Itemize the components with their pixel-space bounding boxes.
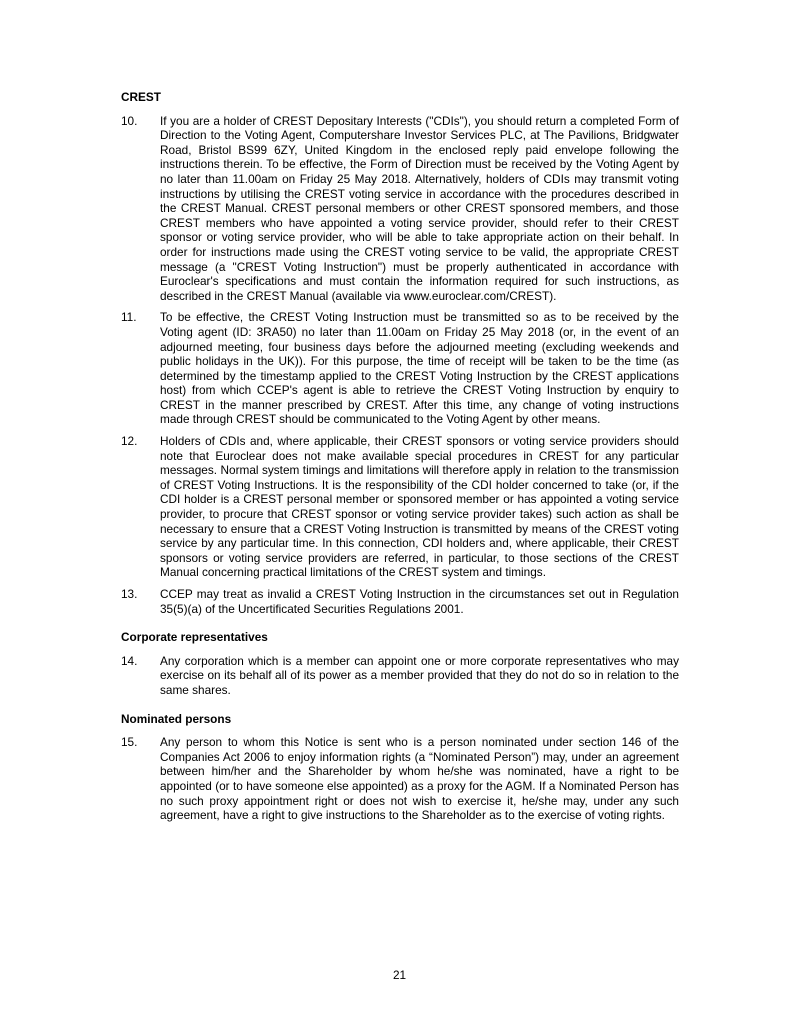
paragraph-number: 14. (121, 653, 138, 668)
page-number: 21 (392, 968, 407, 982)
section-heading-nominated-persons: Nominated persons (121, 711, 232, 726)
paragraph-text: Holders of CDIs and, where applicable, their CREST sponsors or voting service providers should note that Euroclear does not make available special procedures in CREST for any particular messages. Normal system timings and limitations will therefore apply in relation to the transmission of CREST Voting Instructions. It is the responsibility of the CDI holder concerned to take (or, if the CDI holder is a CREST personal member or sponsored member or has appointed a voting service provider, to procure that CREST sponsor or voting service provider takes) such action as shall be necessary to ensure that a CREST Voting Instruction is transmitted by means of the CREST voting service by any particular time. In this connection, CDI holders and, where applicable, their CREST sponsors or voting service providers are referred, in particular, to those sections of the CREST Manual concerning practical limitations of the CREST system and timings. (160, 434, 679, 580)
paragraph-number: 12. (121, 434, 138, 449)
paragraph-number: 13. (121, 587, 138, 601)
numbered-paragraph (121, 434, 679, 580)
paragraph-number: 15. (121, 735, 138, 750)
document-content (121, 90, 679, 830)
section-crest (121, 90, 679, 616)
numbered-paragraph (121, 587, 679, 616)
numbered-paragraph (121, 654, 679, 698)
section-corporate-representatives (121, 630, 679, 697)
numbered-paragraph (121, 735, 679, 823)
paragraph-text: Any person to whom this Notice is sent who is a person nominated under section 146 of the Companies Act 2006 to enjoy information rights (a “Nominated Person”) may, under an agreement between him/her and the Shareholder by whom he/she was nominated, have a right to be appointed (or to have someone else appointed) as a proxy for the AGM. If a Nominated Person has no such proxy appointment right or does not wish to exercise it, he/she may, under any such agreement, have a right to give instructions to the Shareholder as to the exercise of voting rights. (160, 735, 679, 823)
section-nominated-persons (121, 712, 679, 823)
section-heading-corporate-representatives: Corporate representatives (121, 630, 268, 645)
paragraph-text: To be effective, the CREST Voting Instruction must be transmitted so as to be received by the Voting agent (ID: 3RA50) no later than 11.00am on Friday 25 May 2018 (or, in the event of an adjourned meeting, four business days before the adjourned meeting (excluding weekends and public holidays in the UK)). For this purpose, the time of receipt will be taken to be the time (as determined by the timestamp applied to the CREST Voting Instruction by the CREST applications host) from which CCEP's agent is able to retrieve the CREST Voting Instruction by enquiry to CREST in the manner prescribed by CREST. After this time, any change of voting instructions made through CREST should be communicated to the Voting Agent by other means. (160, 310, 679, 427)
numbered-paragraph (121, 114, 679, 304)
paragraph-text: CCEP may treat as invalid a CREST Voting Instruction in the circumstances set out in Regulation 35(5)(a) of the Uncertificated Securities Regulations 2001. (160, 587, 679, 616)
section-heading-crest: CREST (121, 90, 161, 104)
paragraph-number: 10. (121, 113, 138, 128)
numbered-paragraph (121, 310, 679, 427)
paragraph-text: If you are a holder of CREST Depositary Interests ("CDIs"), you should return a completed Form of Direction to the Voting Agent, Computershare Investor Services PLC, at The Pavilions, Bridgwater Road, Bristol BS99 6ZY, United Kingdom in the enclosed reply paid envelope following the instructions therein. To be effective, the Form of Direction must be received by the Voting Agent by no later than 11.00am on Friday 25 May 2018. Alternatively, holders of CDIs may transmit voting instructions by utilising the CREST voting service in accordance with the procedures described in the CREST Manual. CREST personal members or other CREST sponsored members, and those CREST members who have appointed a voting service provider, should refer to their CREST sponsor or voting service provider, who will be able to take appropriate action on their behalf. In order for instructions made using the CREST voting service to be valid, the appropriate CREST message (a "CREST Voting Instruction") must be properly authenticated in accordance with Euroclear's specifications and must contain the information required for such instructions, as described in the CREST Manual (available via www.euroclear.com/CREST). (160, 113, 679, 303)
paragraph-number: 11. (121, 310, 137, 325)
paragraph-text: Any corporation which is a member can appoint one or more corporate representatives who may exercise on its behalf all of its power as a member provided that they do not do so in relation to the same shares. (160, 653, 679, 697)
